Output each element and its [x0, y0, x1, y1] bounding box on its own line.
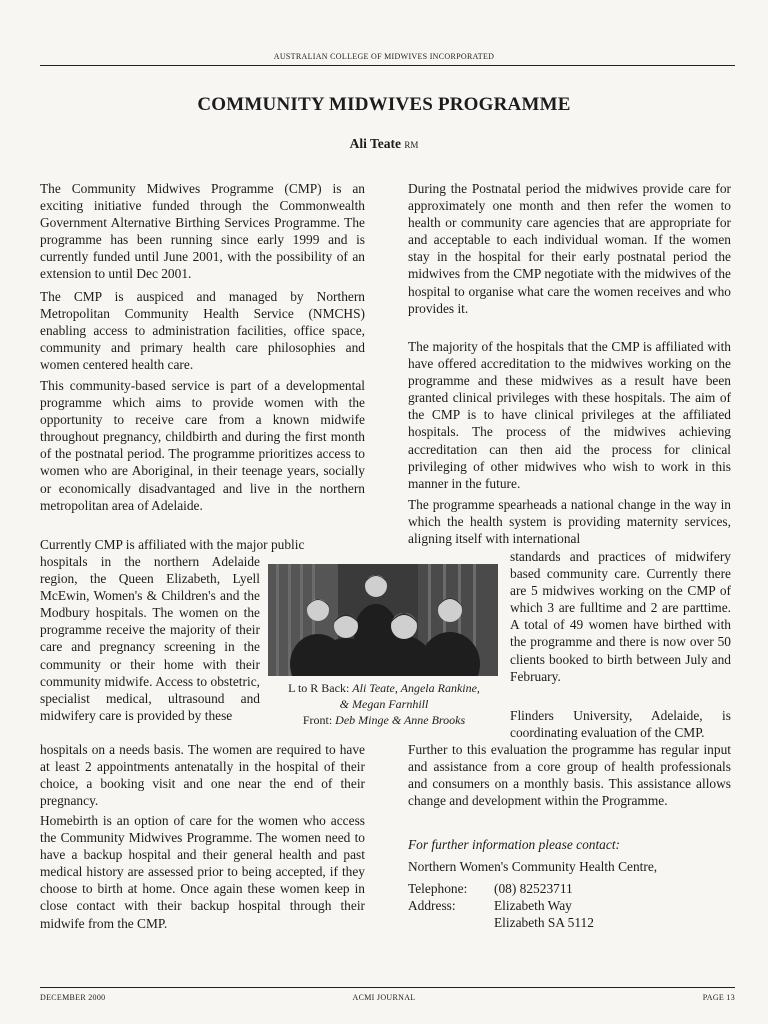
contact-organisation: Northern Women's Community Health Centre,	[408, 859, 658, 874]
left-paragraph-5: Homebirth is an option of care for the women who access the Community Midwives Programme. The women need to have a backup hospital and their general health and past medical history are assessed prior to being accepted, if they choose to birth at home. Once again these women keep in close contact with their backup hospital through their midwife from the CMP.	[40, 813, 365, 931]
author-suffix: RM	[404, 140, 419, 150]
right-paragraph-3-lead: The programme spearheads a national change in the way in which the health system is providing maternity services, aligning itself with international	[408, 497, 731, 547]
left-paragraph-1: The Community Midwives Programme (CMP) is an exciting initiative funded through the Commonwealth Government Alternative Birthing Services Programme. The programme has been running since early 1999 and is currently funded until June 2001, with the possibility of an extension to until Dec 2001.	[40, 181, 365, 282]
group-photo-image	[268, 564, 498, 676]
right-paragraph-4-wrap: Flinders University, Adelaide, is coordinating evaluation of the CMP.	[510, 708, 731, 741]
left-paragraph-3: This community-based service is part of a developmental programme which aims to provide women with the opportunity to receive care from a known midwife throughout pregnancy, childbirth and during the first month of the postnatal period. The programme prioritizes access to women who are Aboriginal, in their teenage years, socially or economically disadvantaged and live in the northern metropolitan area of Adelaide.	[40, 378, 365, 513]
author-name: Ali Teate	[349, 136, 401, 151]
phone-number: (08) 82523711	[494, 881, 573, 896]
caption-front-line	[262, 712, 506, 728]
caption-back-prefix: L to R Back:	[288, 681, 350, 695]
footer-page: PAGE 13	[702, 993, 735, 1002]
right-paragraph-2: The majority of the hospitals that the CMP is affiliated with have offered accreditation to the midwives working on the programme and these midwives as a result have been granted clinical privileges with these hospitals. The aim of the CMP is to have clinical privileges at the affiliated hospitals. The process of the midwives achieving accreditation can then aid the process for clinical privileging of other midwives who wish to work in this manner in the future.	[408, 339, 731, 491]
footer-journal: ACMI JOURNAL	[352, 993, 416, 1002]
caption-back-names-2: & Megan Farnhill	[339, 697, 429, 711]
contact-heading: For further information please contact:	[408, 837, 620, 852]
address-label: Address:	[408, 898, 456, 913]
right-paragraph-4-tail: Further to this evaluation the programme has regular input and assistance from a core group of health professionals and consumers on a monthly basis. This assistance allows change and development within the Programme.	[408, 742, 731, 809]
photo-caption	[262, 680, 506, 728]
caption-front-names: Deb Minge & Anne Brooks	[335, 713, 466, 727]
caption-back-line-2	[262, 696, 506, 712]
address-line-2: Elizabeth SA 5112	[494, 915, 594, 930]
left-paragraph-4-tail: hospitals on a needs basis. The women are required to have at least 2 appointments antenatally in the hospital of their choice, a booking visit and one near the end of their pregnancy.	[40, 742, 365, 809]
footer-date: DECEMBER 2000	[40, 993, 106, 1002]
left-paragraph-2: The CMP is auspiced and managed by Northern Metropolitan Community Health Service (NMCHS) enabling access to administration facilities, office space, community and primary health care philosophies and women centered health care.	[40, 289, 365, 373]
group-photo	[268, 564, 498, 676]
right-paragraph-3-wrap: standards and practices of midwifery based community care. Currently there are 5 midwives working on the CMP of which 3 are fulltime and 2 are parttime. A total of 49 women have birthed with the programme and there is now over 50 clients booked to birth between July and February.	[510, 549, 731, 684]
article-title: COMMUNITY MIDWIVES PROGRAMME	[197, 94, 571, 115]
phone-label: Telephone:	[408, 881, 468, 896]
caption-back-line	[262, 680, 506, 696]
author-line	[0, 136, 768, 152]
left-paragraph-4-lead: Currently CMP is affiliated with the major public	[40, 537, 305, 552]
running-head: AUSTRALIAN COLLEGE OF MIDWIVES INCORPORATED	[273, 52, 495, 61]
right-paragraph-1: During the Postnatal period the midwives provide care for approximately one month and then refer the women to health or community care agencies that are appropriate for and acceptable to each individual woman. If the women stay in the hospital for their early postnatal period the midwives from the CMP negotiate with the midwives of the hospital to organise what care the women receives and who provides it.	[408, 181, 731, 316]
header-rule	[40, 65, 735, 66]
left-paragraph-4-wrap: hospitals in the northern Adelaide region, the Queen Elizabeth, Lyell McEwin, Women's & Children's and the Modbury hospitals. The women on the programme receive the majority of their care and pregnancy screening in the community or their home with their community midwife. Access to obstetric, specialist medical, ultrasound and midwifery care is provided by these	[40, 554, 260, 723]
footer-rule	[40, 987, 735, 988]
address-line-1: Elizabeth Way	[494, 898, 572, 913]
caption-back-names-1: Ali Teate, Angela Rankine,	[352, 681, 480, 695]
caption-front-prefix: Front:	[302, 713, 333, 727]
